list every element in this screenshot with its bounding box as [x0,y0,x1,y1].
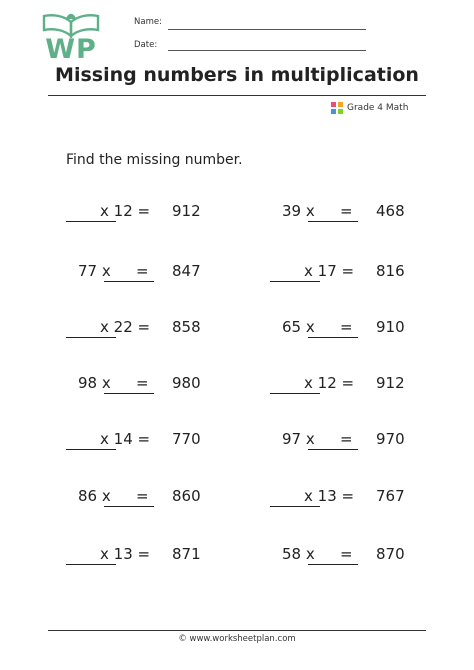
date-field[interactable] [168,50,366,51]
factor-text: x 12 = [304,374,355,392]
problem-13 [64,545,214,569]
result-text: 970 [376,430,405,448]
result-text: 912 [376,374,405,392]
problem-12 [268,487,418,511]
grade-badge [330,101,408,115]
factor-text: 77 x [78,262,111,280]
problem-6 [268,318,418,342]
equals-sign: = [136,487,149,505]
result-text: 871 [172,545,201,563]
date-label: Date: [134,40,158,50]
equals-sign: = [340,318,353,336]
problem-8 [268,374,418,398]
equals-sign: = [136,374,149,392]
grade-label: Grade 4 Math [347,103,409,113]
result-text: 767 [376,487,405,505]
factor-text: x 14 = [100,430,151,448]
factor-text: 65 x [282,318,315,336]
problem-7 [64,374,214,398]
factor-text: x 13 = [100,545,151,563]
problem-11 [64,487,214,511]
answer-blank[interactable] [270,393,320,394]
answer-blank[interactable] [308,449,358,450]
problem-14 [268,545,418,569]
answer-blank[interactable] [66,449,116,450]
factor-text: 58 x [282,545,315,563]
footer-divider [48,630,426,631]
result-text: 870 [376,545,405,563]
grid-logo-icon [330,101,344,115]
name-field[interactable] [168,29,366,30]
result-text: 912 [172,202,201,220]
problem-2 [268,202,418,226]
answer-blank[interactable] [270,281,320,282]
factor-text: 86 x [78,487,111,505]
answer-blank[interactable] [308,337,358,338]
answer-blank[interactable] [270,506,320,507]
problem-5 [64,318,214,342]
answer-blank[interactable] [104,281,154,282]
equals-sign: = [340,545,353,563]
factor-text: x 13 = [304,487,355,505]
factor-text: 39 x [282,202,315,220]
result-text: 847 [172,262,201,280]
result-text: 980 [172,374,201,392]
problem-1 [64,202,214,226]
result-text: 910 [376,318,405,336]
answer-blank[interactable] [104,393,154,394]
worksheetplan-logo [36,10,106,68]
factor-text: 97 x [282,430,315,448]
factor-text: x 12 = [100,202,151,220]
title-divider [48,95,426,96]
result-text: 770 [172,430,201,448]
result-text: 858 [172,318,201,336]
answer-blank[interactable] [66,221,116,222]
answer-blank[interactable] [308,564,358,565]
instruction-text: Find the missing number. [66,152,243,168]
problem-10 [268,430,418,454]
answer-blank[interactable] [66,564,116,565]
factor-text: 98 x [78,374,111,392]
result-text: 860 [172,487,201,505]
footer-text: © www.worksheetplan.com [178,634,296,644]
answer-blank[interactable] [66,337,116,338]
factor-text: x 17 = [304,262,355,280]
logo-text: WP [45,34,97,65]
equals-sign: = [340,202,353,220]
equals-sign: = [340,430,353,448]
page-title: Missing numbers in multiplication [55,64,419,86]
equals-sign: = [136,262,149,280]
result-text: 468 [376,202,405,220]
name-label: Name: [134,17,162,27]
result-text: 816 [376,262,405,280]
problem-4 [268,262,418,286]
answer-blank[interactable] [308,221,358,222]
problem-3 [64,262,214,286]
problem-9 [64,430,214,454]
factor-text: x 22 = [100,318,151,336]
answer-blank[interactable] [104,506,154,507]
